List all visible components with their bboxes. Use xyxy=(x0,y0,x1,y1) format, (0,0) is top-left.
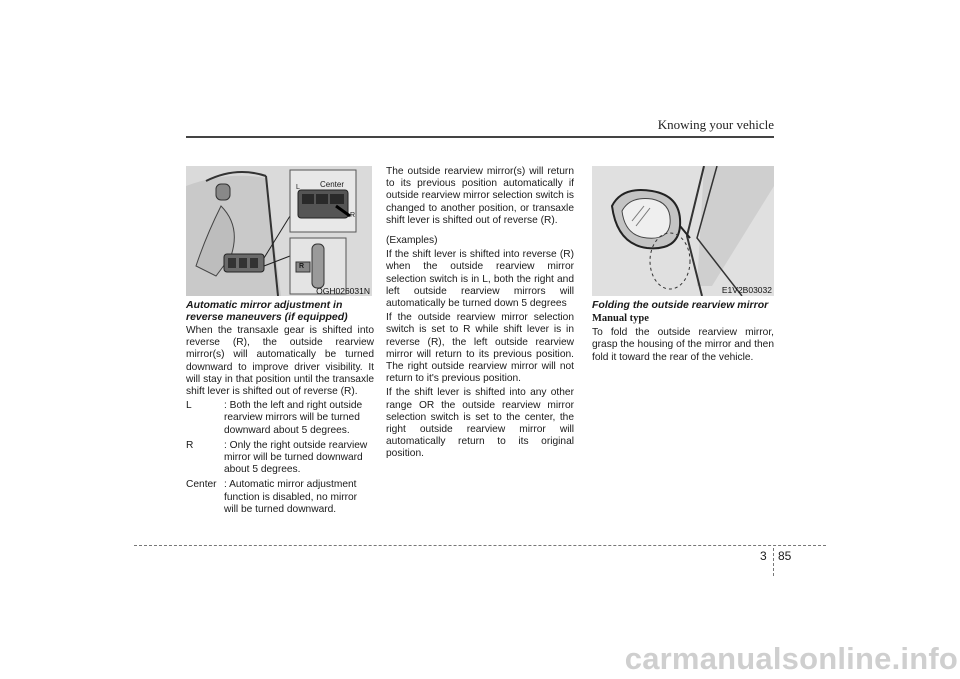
label-gear-r: R xyxy=(299,263,305,270)
footer-divider xyxy=(773,548,774,576)
column-1 xyxy=(186,299,374,519)
definition-term: L xyxy=(186,400,192,412)
figure1-caption: OGH026031N xyxy=(316,286,370,296)
definition-desc: : Automatic mirror adjustment function is disabled, no mirror will be turned downward. xyxy=(224,479,358,515)
header-rule xyxy=(186,136,774,138)
watermark: carmanualsonline.info xyxy=(624,641,958,676)
section2-title: Folding the outside rearview mirror xyxy=(592,299,769,311)
definition-desc: : Only the right outside rearview mirror will be turned downward about 5 degrees. xyxy=(224,439,368,476)
col2-para-4: If the shift lever is shifted into any other range OR the outside rearview mirror selection switch is set to the center, the right outside rearview mirror will automatically return to its original position. xyxy=(386,387,574,460)
label-center: Center xyxy=(320,180,345,189)
section2-body: To fold the outside rearview mirror, grasp the housing of the mirror and then fold it toward the rear of the vehicle. xyxy=(592,327,774,363)
definition-l xyxy=(186,400,374,437)
mode-definitions xyxy=(186,400,374,516)
col2-para-2: If the shift lever is shifted into reverse (R) when the outside rearview mirror selection switch is in L, both the right and left outside rearview mirrors will automatically be turned down 5 degrees xyxy=(386,249,574,310)
mirror-illustration xyxy=(592,166,774,296)
col2-para-1: The outside rearview mirror(s) will return to its previous position automatically if outside rearview mirror selection switch is changed to another position, or transaxle shift lever is shifted out of reverse (R). xyxy=(386,166,574,226)
definition-center xyxy=(186,479,374,516)
column-2 xyxy=(386,166,574,463)
label-l: L xyxy=(296,184,300,191)
examples-label: (Examples) xyxy=(386,235,438,247)
label-r: R xyxy=(350,212,356,219)
col2-para-3: If the outside rearview mirror selection switch is set to R while shift lever is in reverse (R), the left outside rearview mirror will return to its previous position. The right outside rearview mirror will not return to it's previous position. xyxy=(386,312,574,385)
definition-desc: : Both the left and right outside rearview mirrors will be turned downward about 5 degrees. xyxy=(224,400,363,436)
running-header: Knowing your vehicle xyxy=(657,117,774,132)
section1-intro: When the transaxle gear is shifted into reverse (R), the outside rearview mirror(s) will automatically be turned downward to improve driver visibility. It will stay in that position until the transaxle shift lever is shifted out of reverse (R). xyxy=(186,325,374,398)
definition-r xyxy=(186,440,374,477)
column-3 xyxy=(592,299,774,366)
page-number: 85 xyxy=(778,549,792,563)
definition-term: Center xyxy=(186,479,217,491)
figure-mirror-switch xyxy=(186,166,372,296)
door-panel-illustration xyxy=(186,166,372,296)
figure-folding-mirror xyxy=(592,166,774,296)
figure2-caption: E1V2B03032 xyxy=(721,285,772,295)
footer-rule xyxy=(134,545,826,546)
chapter-number: 3 xyxy=(760,549,767,563)
definition-term: R xyxy=(186,439,194,451)
section1-title: Automatic mirror adjustment in reverse maneuvers (if equipped) xyxy=(186,299,348,323)
section2-subtitle: Manual type xyxy=(592,313,649,324)
